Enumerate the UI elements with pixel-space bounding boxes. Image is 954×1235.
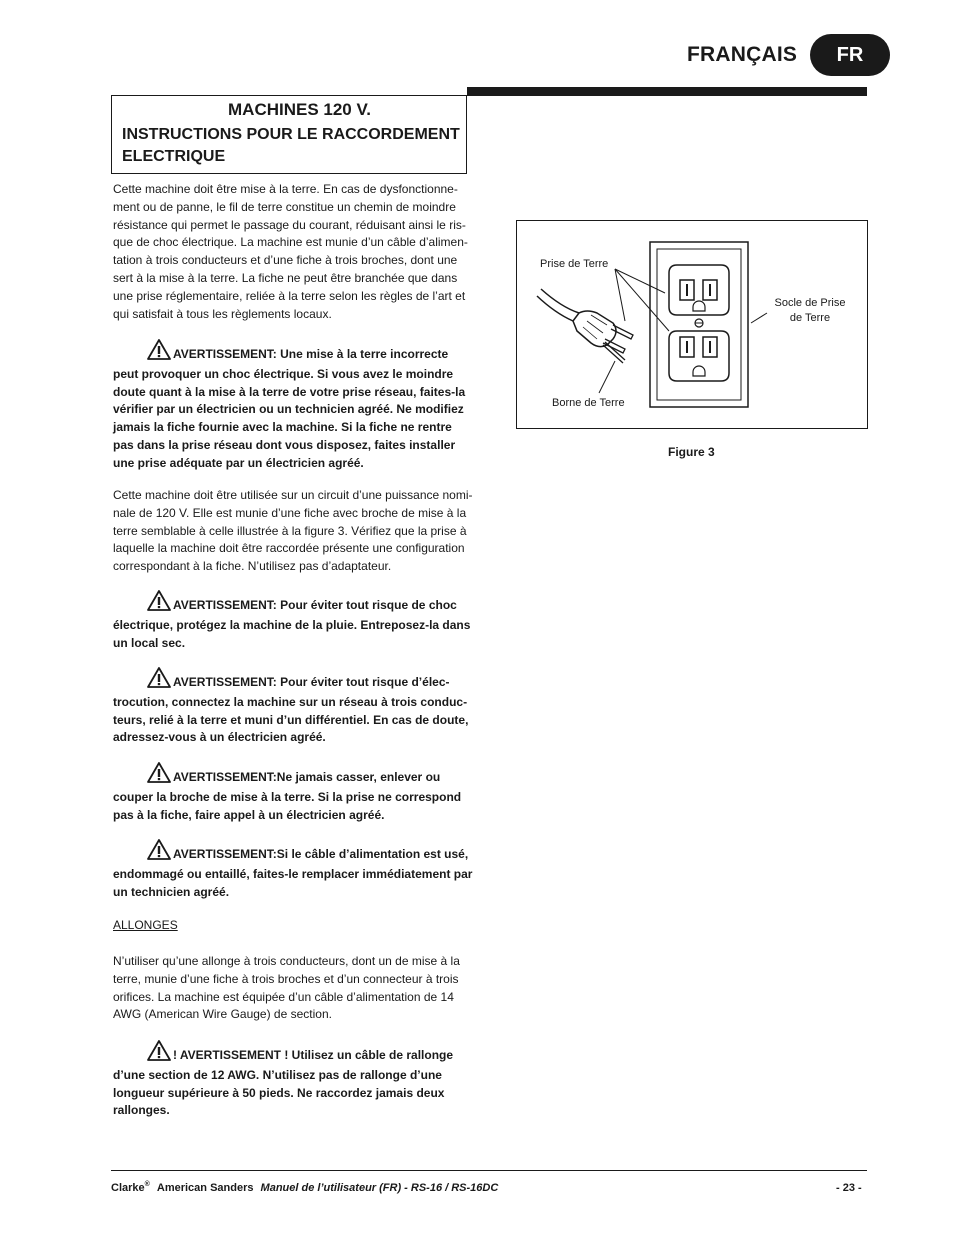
figure-3	[516, 220, 868, 429]
text-line: AWG (American Wire Gauge) de section.	[113, 1007, 332, 1022]
text-line: un technicien agréé.	[113, 884, 230, 899]
text-line: trocution, connectez la machine sur un réseau à trois conduc-	[113, 694, 468, 709]
warning-icon	[147, 590, 171, 617]
text-line: terre, munie d’une fiche à trois broches et d’un connecteur à trois	[113, 971, 459, 986]
warning-cord	[113, 839, 481, 901]
footer-rule	[111, 1170, 867, 1171]
section-title-box	[111, 95, 467, 174]
warning-text: AVERTISSEMENT: Pour éviter tout risque d’élec-	[173, 675, 450, 689]
text-line: une prise adéquate par un électricien agréé.	[113, 455, 364, 470]
section-subtitle	[122, 124, 460, 168]
warning-grounding	[113, 339, 481, 473]
text-line: peut provoquer un choc électrique. Si vous avez le moindre	[113, 366, 454, 381]
label-borne-de-terre: Borne de Terre	[552, 397, 625, 409]
section-title: MACHINES 120 V.	[228, 100, 371, 119]
footer-manual: Manuel de l’utilisateur (FR) - RS-16 / RS-16DC	[260, 1182, 499, 1194]
warning-text: AVERTISSEMENT: Pour éviter tout risque de choc	[173, 598, 457, 612]
text-line: une prise réglementaire, reliée à la terre selon les règles de l’art et	[113, 288, 466, 303]
text-line	[113, 839, 481, 866]
warning-text: AVERTISSEMENT: Une mise à la terre incorrecte	[173, 347, 449, 361]
text-line: Cette machine doit être utilisée sur un circuit d’une puissance nomi-	[113, 488, 473, 502]
warning-text: AVERTISSEMENT:Ne jamais casser, enlever ou	[173, 770, 441, 784]
footer-brand: Clarke	[111, 1182, 145, 1194]
warning-text: ! AVERTISSEMENT ! Utilisez un câble de rallonge	[173, 1048, 454, 1062]
text-line	[113, 339, 481, 366]
text-line: tation à trois conducteurs et d’une fiche à trois broches, dont une	[113, 253, 458, 268]
text-line	[113, 762, 481, 789]
subtitle-line-1: INSTRUCTIONS POUR LE RACCORDEMENT	[122, 126, 460, 143]
page-number: - 23 -	[836, 1182, 862, 1194]
text-line: laquelle la machine doit être raccordée présente une configuration	[113, 541, 465, 556]
text-line: rallonges.	[113, 1103, 170, 1118]
text-line: N’utiliser qu’une allonge à trois conducteurs, dont un de mise à la	[113, 954, 460, 968]
text-line: teurs, relié à la terre et muni d’un différentiel. En cas de doute,	[113, 712, 469, 727]
language-badge: FR	[810, 34, 890, 76]
text-line: un local sec.	[113, 635, 186, 650]
figure-caption: Figure 3	[668, 445, 715, 459]
text-line: que de choc électrique. La machine est munie d’un câble d’alimen-	[113, 235, 468, 250]
text-line: ment ou de panne, le fil de terre constitue un chemin de moindre	[113, 199, 456, 214]
text-line	[113, 590, 481, 617]
warning-icon	[147, 1040, 171, 1067]
label-socle-de-prise	[772, 296, 848, 326]
footer-text	[111, 1181, 498, 1194]
warning-electrocution	[113, 667, 481, 747]
text-line	[113, 1040, 481, 1067]
text-line: nale de 120 V. Elle est munie d’une fiche avec broche de mise à la	[113, 505, 467, 520]
text-line: Cette machine doit être mise à la terre. En cas de dysfonctionne-	[113, 182, 458, 196]
paragraph-grounding	[113, 181, 481, 323]
text-line: qui satisfait à tous les règlements locaux.	[113, 306, 332, 321]
text-line: jamais la fiche fournie avec la machine. Si la fiche ne rentre	[113, 420, 452, 435]
text-line: résistance qui permet le passage du courant, réduisant ainsi le ris-	[113, 217, 466, 232]
text-line: correspondant à la fiche. N’utilisez pas d’adaptateur.	[113, 559, 392, 574]
language-label: FRANÇAIS	[687, 43, 798, 66]
warning-ground-pin	[113, 762, 481, 824]
text-line: couper la broche de mise à la terre. Si la prise ne correspond	[113, 789, 462, 804]
text-line: adressez-vous à un électricien agréé.	[113, 730, 326, 745]
text-line: d’une section de 12 AWG. N’utilisez pas de rallonge d’une	[113, 1067, 442, 1082]
text-line: terre semblable à celle illustrée à la figure 3. Vérifiez que la prise à	[113, 523, 467, 538]
label-socle-line-1: Socle de Prise	[774, 297, 846, 309]
text-line: sert à la mise à la terre. La fiche ne peut être branchée que dans	[113, 270, 458, 285]
footer-company: American Sanders	[156, 1182, 254, 1194]
text-line: électrique, protégez la machine de la pluie. Entreposez-la dans	[113, 617, 471, 632]
warning-icon	[147, 339, 171, 366]
text-line: pas à la fiche, faire appel à un électricien agréé.	[113, 807, 385, 822]
text-line: doute quant à la mise à la terre de votre prise réseau, faites-la	[113, 384, 466, 399]
label-socle-line-2: de Terre	[789, 312, 831, 324]
text-line	[113, 667, 481, 694]
allonges-heading: ALLONGES	[113, 918, 178, 932]
warning-text: AVERTISSEMENT:Si le câble d’alimentation est usé,	[173, 847, 469, 861]
text-line: pas dans la prise réseau dont vous disposez, faites installer	[113, 437, 456, 452]
subtitle-line-2: ELECTRIQUE	[122, 148, 226, 165]
paragraph-extension	[113, 953, 481, 1024]
warning-icon	[147, 839, 171, 866]
footer-reg: ®	[144, 1181, 150, 1188]
warning-rain	[113, 590, 481, 652]
label-prise-de-terre: Prise de Terre	[540, 258, 609, 270]
text-line: endommagé ou entaillé, faites-le remplacer immédiatement par	[113, 866, 473, 881]
header-rule	[467, 87, 867, 96]
warning-icon	[147, 762, 171, 789]
text-line: longueur supérieure à 50 pieds. Ne raccordez jamais deux	[113, 1085, 445, 1100]
text-line: orifices. La machine est équipée d’un câble d’alimentation de 14	[113, 989, 454, 1004]
text-line: vérifier par un électricien ou un technicien agréé. Ne modifiez	[113, 402, 464, 417]
paragraph-circuit	[113, 487, 481, 576]
warning-icon	[147, 667, 171, 694]
warning-extension	[113, 1040, 481, 1120]
